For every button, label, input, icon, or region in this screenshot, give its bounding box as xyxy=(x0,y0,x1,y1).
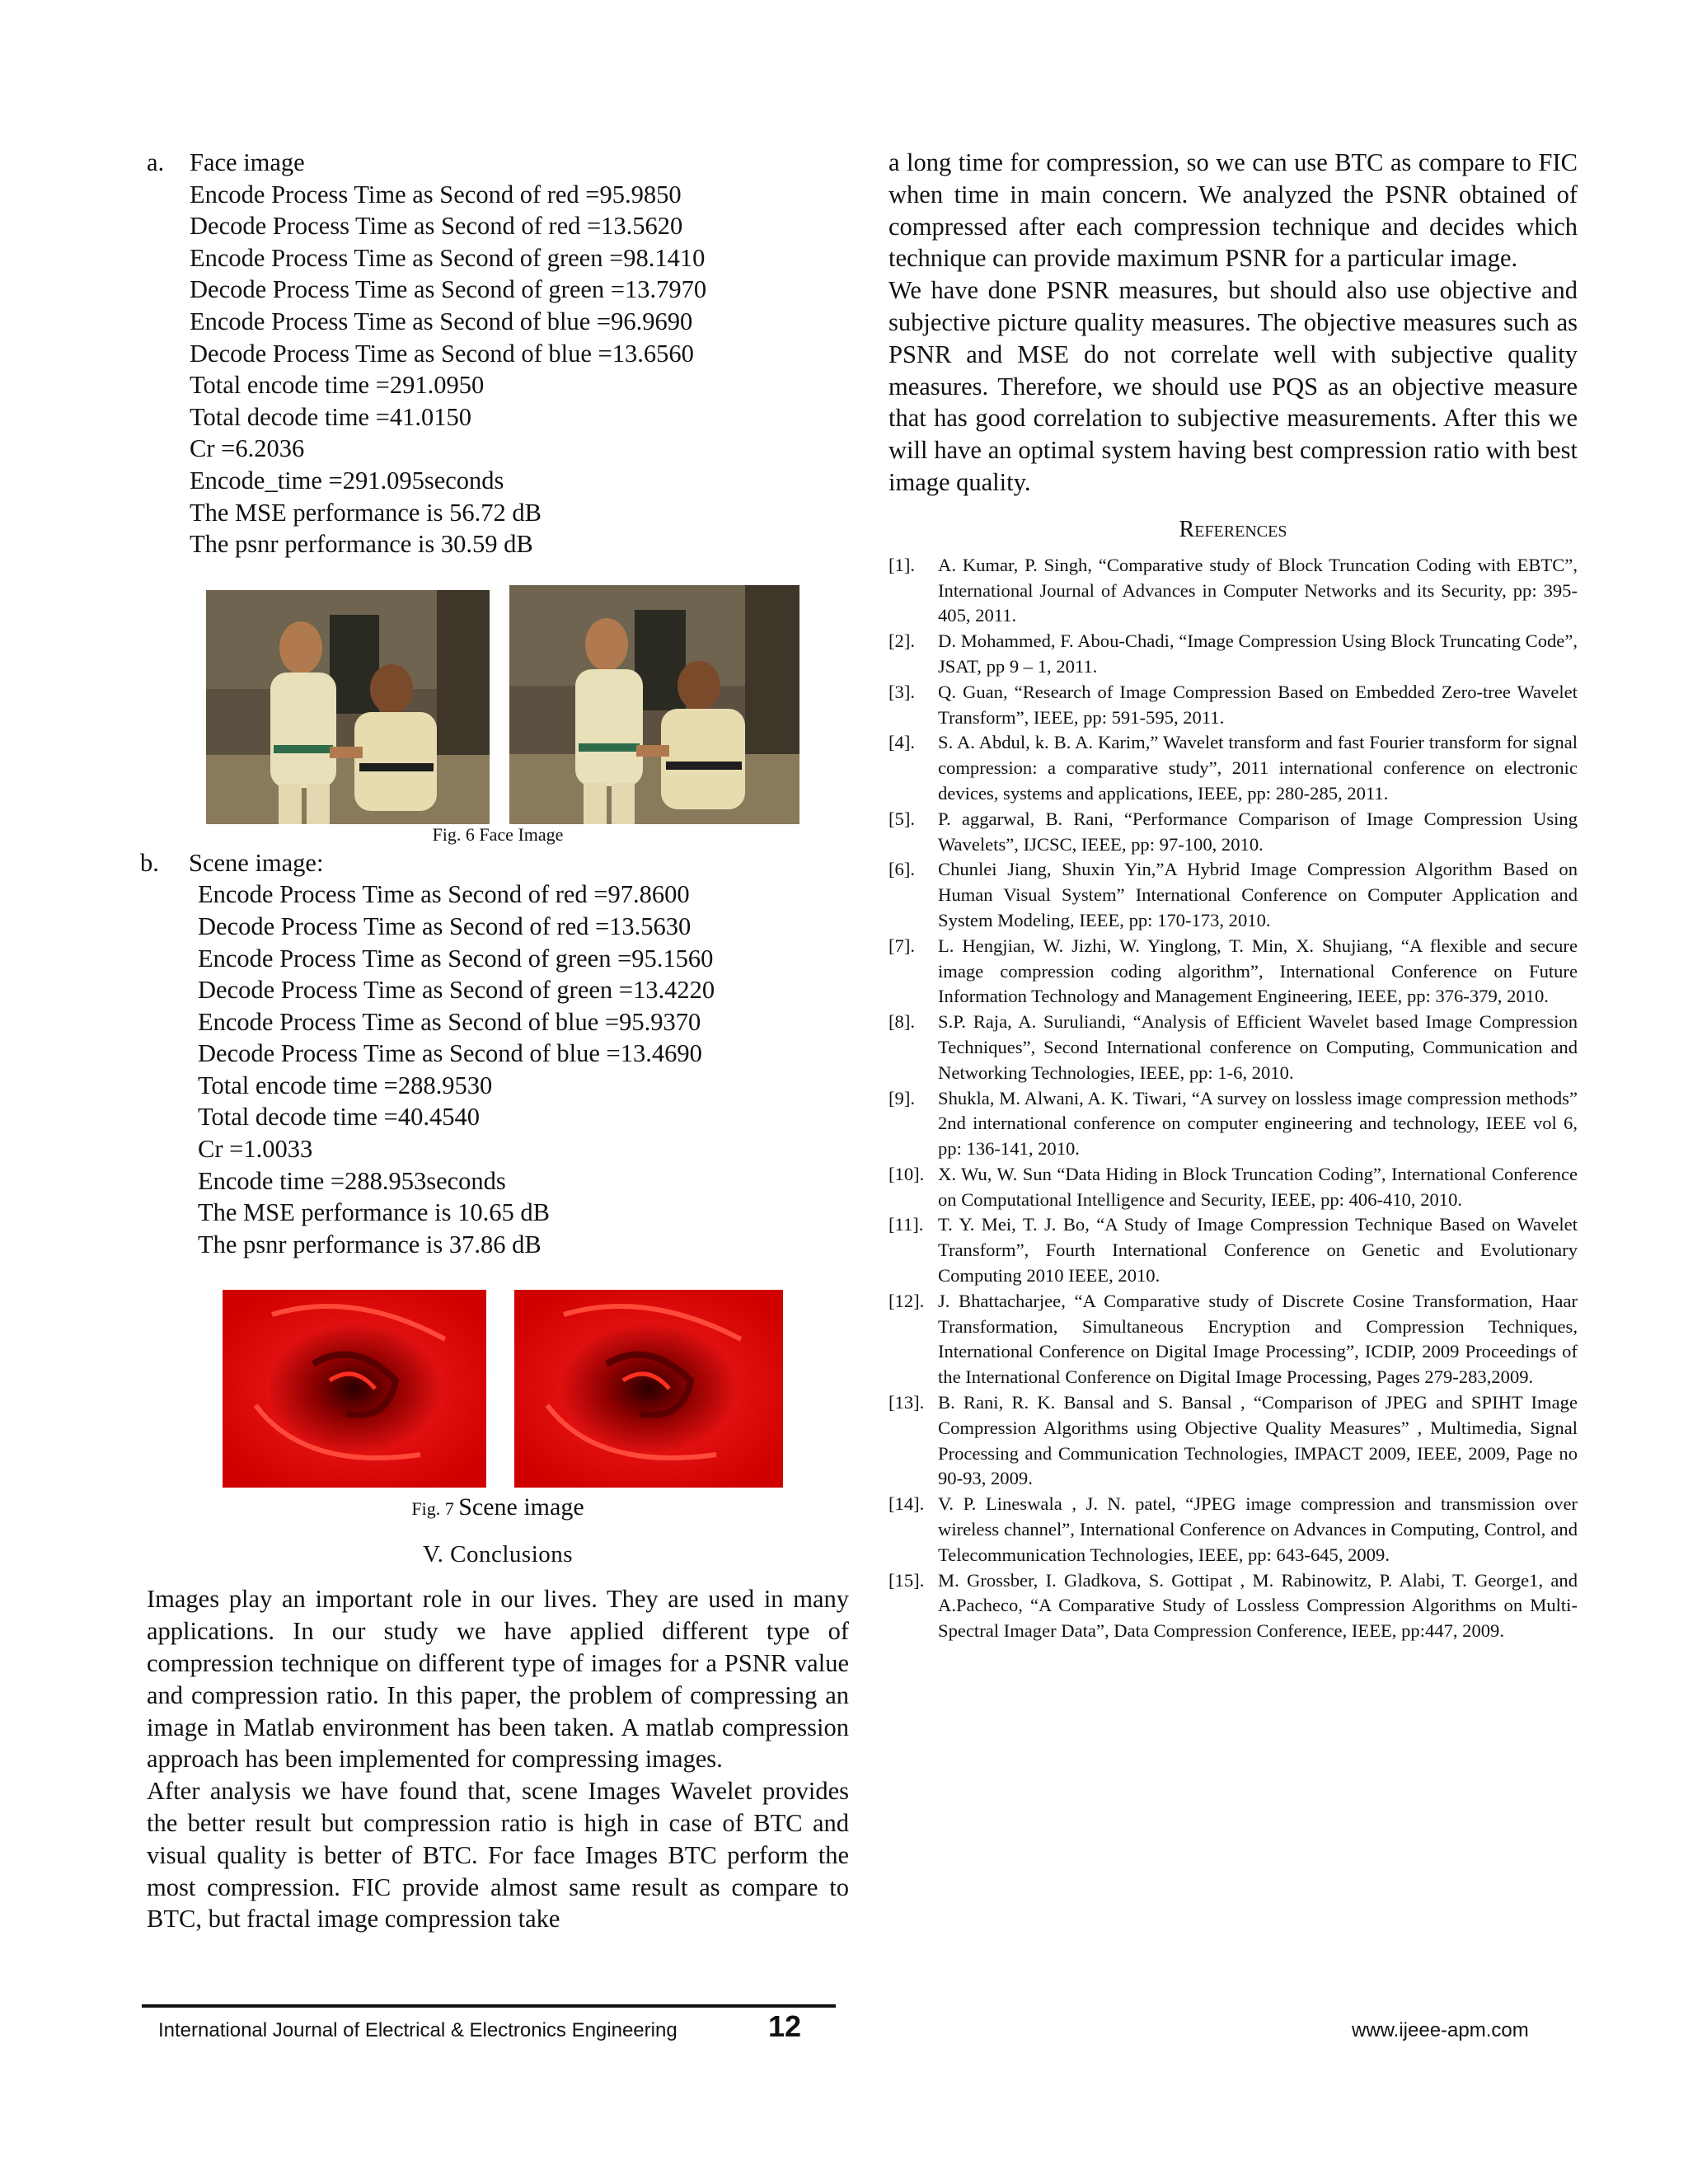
reference-number: [14]. xyxy=(889,1493,925,1515)
right-text xyxy=(889,147,1578,499)
result-line: Encode Process Time as Second of blue =96.9690 xyxy=(190,307,693,335)
result-line: The psnr performance is 30.59 dB xyxy=(190,530,533,559)
page-number: 12 xyxy=(768,2009,802,2043)
face-decompressed-image xyxy=(509,585,799,824)
scene-heading: Scene image: xyxy=(189,848,324,877)
reference-item xyxy=(889,629,1578,680)
reference-number: [9]. xyxy=(889,1087,915,1108)
footer-rule xyxy=(142,2004,836,2008)
result-line: Decode Process Time as Second of green =13.7970 xyxy=(190,275,707,304)
fig7-caption-text: Scene image xyxy=(458,1493,584,1521)
reference-number: [10]. xyxy=(889,1163,925,1184)
references-heading: References xyxy=(1179,516,1287,542)
result-line: The psnr performance is 37.86 dB xyxy=(198,1230,542,1258)
result-line: Cr =6.2036 xyxy=(190,434,305,463)
reference-item xyxy=(889,934,1578,1010)
conclusions-paragraph-2: After analysis we have found that, scene Images Wavelet provides the better result but compression ratio is high in case of BTC and visual quality is better of BTC. For face Images BTC perform the most compression. FIC provide almost same result as compare to BTC, but fractal image compression take xyxy=(147,1777,849,1933)
result-line: Decode Process Time as Second of blue =13.6560 xyxy=(190,339,694,368)
left-column xyxy=(140,147,849,1935)
reference-text: T. Y. Mei, T. J. Bo, “A Study of Image Compression Technique Based on Wavelet Transform”, Fourth International Conference on Genetic and Evolutionary Computing 2010 IEEE, 2010. xyxy=(938,1214,1578,1286)
scene-results xyxy=(140,847,849,1261)
reference-text: A. Kumar, P. Singh, “Comparative study of Block Truncation Coding with EBTC”, International Journal of Advances in Computer Networks and its Security, pp: 395-405, 2011. xyxy=(938,554,1578,626)
footer-url: www.ijeee-apm.com xyxy=(1352,2019,1529,2041)
result-line: Total decode time =40.4540 xyxy=(198,1103,481,1132)
figure-6 xyxy=(147,590,849,829)
reference-item xyxy=(889,1492,1578,1568)
figure-7 xyxy=(147,1290,849,1492)
reference-text: X. Wu, W. Sun “Data Hiding in Block Truncation Coding”, International Conference on Computational Intelligence and Security, IEEE, pp: 406-410, 2010. xyxy=(938,1163,1578,1210)
reference-number: [1]. xyxy=(889,554,915,575)
scene-result-lines xyxy=(147,879,849,1260)
right-paragraph-2: We have done PSNR measures, but should also use objective and subjective picture quality measures. The objective measures such as PSNR and MSE do not correlate well with subjective quality measures. Therefore, we should use PQS as an objective measure that has good correlation to subjective measurements. After this we will have an optimal system having best compression ratio with best image quality. xyxy=(889,276,1578,496)
reference-item xyxy=(889,857,1578,933)
result-line: Encode Process Time as Second of green =95.1560 xyxy=(198,944,714,972)
reference-item xyxy=(889,1568,1578,1644)
reference-number: [6]. xyxy=(889,859,915,880)
result-line: Total encode time =288.9530 xyxy=(198,1071,493,1099)
reference-number: [13]. xyxy=(889,1392,925,1413)
result-line: Encode Process Time as Second of blue =95.9370 xyxy=(198,1007,701,1036)
conclusions-title: Conclusions xyxy=(450,1541,574,1568)
reference-item xyxy=(889,1086,1578,1162)
scene-original-image xyxy=(223,1290,486,1488)
reference-item xyxy=(889,730,1578,806)
fig6-caption: Fig. 6 Face Image xyxy=(432,823,564,845)
reference-number: [7]. xyxy=(889,935,915,956)
fig7-caption xyxy=(147,1493,849,1521)
reference-number: [8]. xyxy=(889,1011,915,1033)
footer-journal: International Journal of Electrical & Electronics Engineering xyxy=(158,2019,678,2041)
reference-number: [3]. xyxy=(889,681,915,702)
conclusions-text xyxy=(147,1583,849,1935)
reference-text: S. A. Abdul, k. B. A. Karim,” Wavelet transform and fast Fourier transform for signal compression: a comparative study”, 2011 international conference on electronic devices, systems and applications, IEEE, pp: 280-285, 2011. xyxy=(938,732,1578,804)
right-column xyxy=(889,147,1578,1644)
reference-item xyxy=(889,1289,1578,1390)
result-line: The MSE performance is 10.65 dB xyxy=(198,1198,550,1227)
reference-text: V. P. Lineswala , J. N. patel, “JPEG image compression and transmission over wireless channel”, International Conference on Advances in Computing, Control, and Telecommunication Technologies, IEEE, pp: 643-645, 2009. xyxy=(938,1493,1578,1565)
reference-text: L. Hengjian, W. Jizhi, W. Yinglong, T. Min, X. Shujiang, “A flexible and secure image compression coding algorithm”, International Conference on Future Information Technology and Management Engineering, IEEE, pp: 376-379, 2010. xyxy=(938,935,1578,1007)
face-results xyxy=(147,147,849,560)
result-line: Encode_time =291.095seconds xyxy=(190,466,504,494)
conclusions-numeral: V. xyxy=(422,1541,444,1568)
face-original-image xyxy=(206,590,490,824)
result-line: Encode time =288.953seconds xyxy=(198,1166,506,1195)
reference-number: [4]. xyxy=(889,732,915,753)
reference-text: J. Bhattacharjee, “A Comparative study of Discrete Cosine Transformation, Haar Transformation, Simultaneous Encryption and Compression Techniques, International Conference on Digital Image Processing”, ICDIP, 2009 Proceedings of the International Conference on Digital Image Processing, Pages 279-283,2009. xyxy=(938,1290,1578,1388)
reference-text: Chunlei Jiang, Shuxin Yin,”A Hybrid Image Compression Algorithm Based on Human Visual System” International Conference on Computer Application and System Modeling, IEEE, pp: 170-173, 2010. xyxy=(938,859,1578,930)
result-line: Encode Process Time as Second of green =98.1410 xyxy=(190,243,706,272)
reference-item xyxy=(889,1010,1578,1085)
references-list xyxy=(889,553,1578,1644)
right-paragraph-1: a long time for compression, so we can use BTC as compare to FIC when time in main concern. We analyzed the PSNR obtained of compressed after each compression technique and decides which technique can provide maximum PSNR for a particular image. xyxy=(889,148,1578,273)
face-result-lines xyxy=(147,179,849,560)
reference-text: Q. Guan, “Research of Image Compression Based on Embedded Zero-tree Wavelet Transform”, IEEE, pp: 591-595, 2011. xyxy=(938,681,1578,728)
reference-number: [15]. xyxy=(889,1569,925,1591)
reference-text: P. aggarwal, B. Rani, “Performance Comparison of Image Compression Using Wavelets”, IJCSC, IEEE, pp: 97-100, 2010. xyxy=(938,808,1578,855)
reference-text: M. Grossber, I. Gladkova, S. Gottipat , M. Rabinowitz, P. Alabi, T. George1, and A.Pacheco, “A Comparative Study of Lossless Compression Algorithms on Multi-Spectral Imager Data”, Data Compression Conference, IEEE, pp:447, 2009. xyxy=(938,1569,1578,1642)
reference-item xyxy=(889,1212,1578,1288)
reference-item xyxy=(889,1390,1578,1492)
scene-decompressed-image xyxy=(514,1290,783,1488)
reference-number: [5]. xyxy=(889,808,915,829)
result-line: The MSE performance is 56.72 dB xyxy=(190,498,542,527)
reference-item xyxy=(889,553,1578,629)
reference-text: Shukla, M. Alwani, A. K. Tiwari, “A survey on lossless image compression methods” 2nd international conference on computer engineering and technology, IEEE vol 6, pp: 136-141, 2010. xyxy=(938,1087,1578,1160)
reference-item xyxy=(889,1162,1578,1213)
reference-item xyxy=(889,807,1578,858)
result-line: Decode Process Time as Second of red =13.5620 xyxy=(190,212,683,241)
result-line: Total decode time =41.0150 xyxy=(190,402,472,431)
result-line: Cr =1.0033 xyxy=(198,1135,313,1164)
reference-item xyxy=(889,680,1578,731)
fig7-caption-prefix: Fig. 7 xyxy=(411,1498,454,1520)
reference-number: [2]. xyxy=(889,630,915,652)
reference-number: [12]. xyxy=(889,1290,925,1311)
conclusions-heading xyxy=(147,1541,849,1568)
result-line: Encode Process Time as Second of red =97.8600 xyxy=(198,880,690,909)
face-marker: a. xyxy=(147,148,165,176)
face-heading: Face image xyxy=(190,148,305,176)
reference-number: [11]. xyxy=(889,1214,924,1235)
reference-text: S.P. Raja, A. Suruliandi, “Analysis of Efficient Wavelet based Image Compression Techniques”, Second International conference on Computing, Communication and Networking Technologies, IEEE, pp: 1-6, 2010. xyxy=(938,1011,1578,1083)
conclusions-paragraph-1: Images play an important role in our lives. They are used in many applications. In our study we have applied different type of compression technique on different type of images for a PSNR value and compression ratio. In this paper, the problem of compressing an image in Matlab environment has been taken. A matlab compression approach has been implemented for compressing images. xyxy=(147,1585,849,1774)
scene-marker: b. xyxy=(140,848,159,877)
reference-text: B. Rani, R. K. Bansal and S. Bansal , “Comparison of JPEG and SPIHT Image Compression Algorithms using Objective Quality Measures” , Multimedia, Signal Processing and Communication Technologies, IMPACT 2009, IEEE, 2009, Page no 90-93, 2009. xyxy=(938,1392,1578,1489)
result-line: Decode Process Time as Second of red =13.5630 xyxy=(198,912,692,940)
result-line: Decode Process Time as Second of blue =13.4690 xyxy=(198,1039,702,1068)
reference-text: D. Mohammed, F. Abou-Chadi, “Image Compression Using Block Truncating Code”, JSAT, pp 9 – 1, 2011. xyxy=(938,630,1578,677)
result-line: Encode Process Time as Second of red =95.9850 xyxy=(190,180,682,209)
result-line: Total encode time =291.0950 xyxy=(190,371,485,400)
result-line: Decode Process Time as Second of green =13.4220 xyxy=(198,976,715,1005)
